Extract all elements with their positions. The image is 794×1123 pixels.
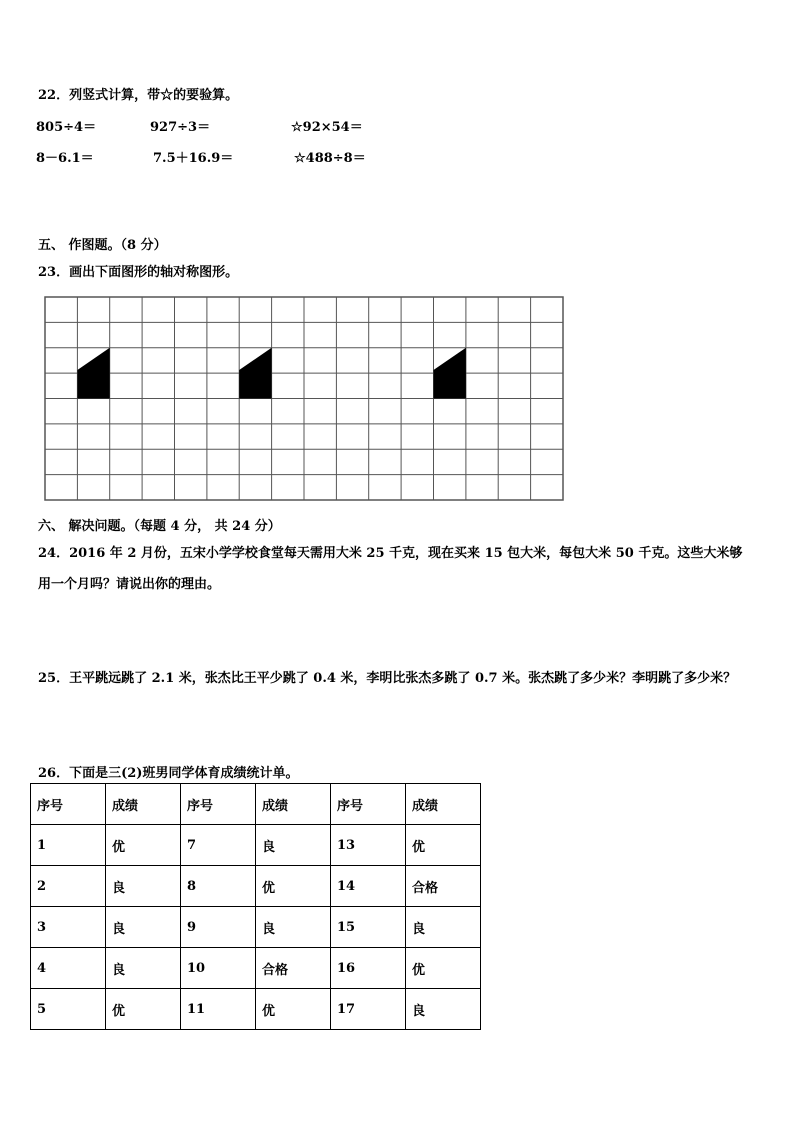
table-cell: 13	[331, 825, 406, 866]
table-row	[31, 825, 481, 866]
table-cell: 良	[406, 907, 481, 948]
table-cell: 合格	[256, 948, 331, 989]
table-cell: 良	[256, 907, 331, 948]
header-cell: 序号	[181, 784, 256, 825]
q23-title: 23．画出下面图形的轴对称图形。	[38, 265, 239, 280]
table-cell: 优	[106, 989, 181, 1030]
table-cell: 良	[106, 948, 181, 989]
table-header-row	[31, 784, 481, 825]
table-cell: 2	[31, 866, 106, 907]
calc-805-div-4: 805÷4＝	[36, 120, 97, 135]
q26-title: 26．下面是三(2)班男同学体育成绩统计单。	[38, 766, 299, 781]
trapezoid-shape-3	[434, 348, 466, 399]
table-cell: 1	[31, 825, 106, 866]
table-row	[31, 989, 481, 1030]
table-cell: 4	[31, 948, 106, 989]
table-cell: 16	[331, 948, 406, 989]
section-5-title: 五、 作图题。（8 分）	[38, 238, 167, 253]
calc-488-div-8: ☆488÷8＝	[294, 151, 366, 166]
q24-line-2: 用一个月吗？请说出你的理由。	[38, 577, 221, 592]
table-cell: 11	[181, 989, 256, 1030]
q22-title: 22．列竖式计算，带☆的要验算。	[38, 88, 239, 103]
table-cell: 9	[181, 907, 256, 948]
table-cell: 良	[256, 825, 331, 866]
table-cell: 优	[106, 825, 181, 866]
table-cell: 8	[181, 866, 256, 907]
table-row	[31, 907, 481, 948]
table-cell: 5	[31, 989, 106, 1030]
table-cell: 3	[31, 907, 106, 948]
calc-7-5-plus-16-9: 7.5＋16.9＝	[153, 151, 234, 166]
table-cell: 合格	[406, 866, 481, 907]
q24-line-1: 24．2016 年 2 月份，五宋小学学校食堂每天需用大米 25 千克，现在买来 15 包大米，每包大米 50 千克。这些大米够	[38, 546, 743, 561]
trapezoid-shape-1	[77, 348, 109, 399]
score-table	[30, 783, 481, 1030]
table-cell: 17	[331, 989, 406, 1030]
drawing-grid[interactable]	[44, 296, 566, 502]
calc-927-div-3: 927÷3＝	[150, 120, 211, 135]
header-cell: 成绩	[256, 784, 331, 825]
table-cell: 14	[331, 866, 406, 907]
trapezoid-shape-2	[239, 348, 271, 399]
header-cell: 序号	[31, 784, 106, 825]
table-cell: 15	[331, 907, 406, 948]
table-cell: 优	[256, 866, 331, 907]
table-cell: 10	[181, 948, 256, 989]
table-cell: 优	[256, 989, 331, 1030]
section-6-title: 六、 解决问题。（每题 4 分， 共 24 分）	[38, 519, 281, 534]
header-cell: 成绩	[106, 784, 181, 825]
header-cell: 成绩	[406, 784, 481, 825]
table-cell: 良	[406, 989, 481, 1030]
table-cell: 7	[181, 825, 256, 866]
table-cell: 良	[106, 866, 181, 907]
table-row	[31, 948, 481, 989]
table-cell: 优	[406, 948, 481, 989]
calc-8-minus-6-1: 8－6.1＝	[36, 151, 94, 166]
q25-text: 25．王平跳远跳了 2.1 米，张杰比王平少跳了 0.4 米，李明比张杰多跳了 0.7 米。张杰跳了多少米？李明跳了多少米？	[38, 671, 737, 686]
table-row	[31, 866, 481, 907]
header-cell: 序号	[331, 784, 406, 825]
table-cell: 优	[406, 825, 481, 866]
table-cell: 良	[106, 907, 181, 948]
calc-92-times-54: ☆92×54＝	[291, 120, 363, 135]
